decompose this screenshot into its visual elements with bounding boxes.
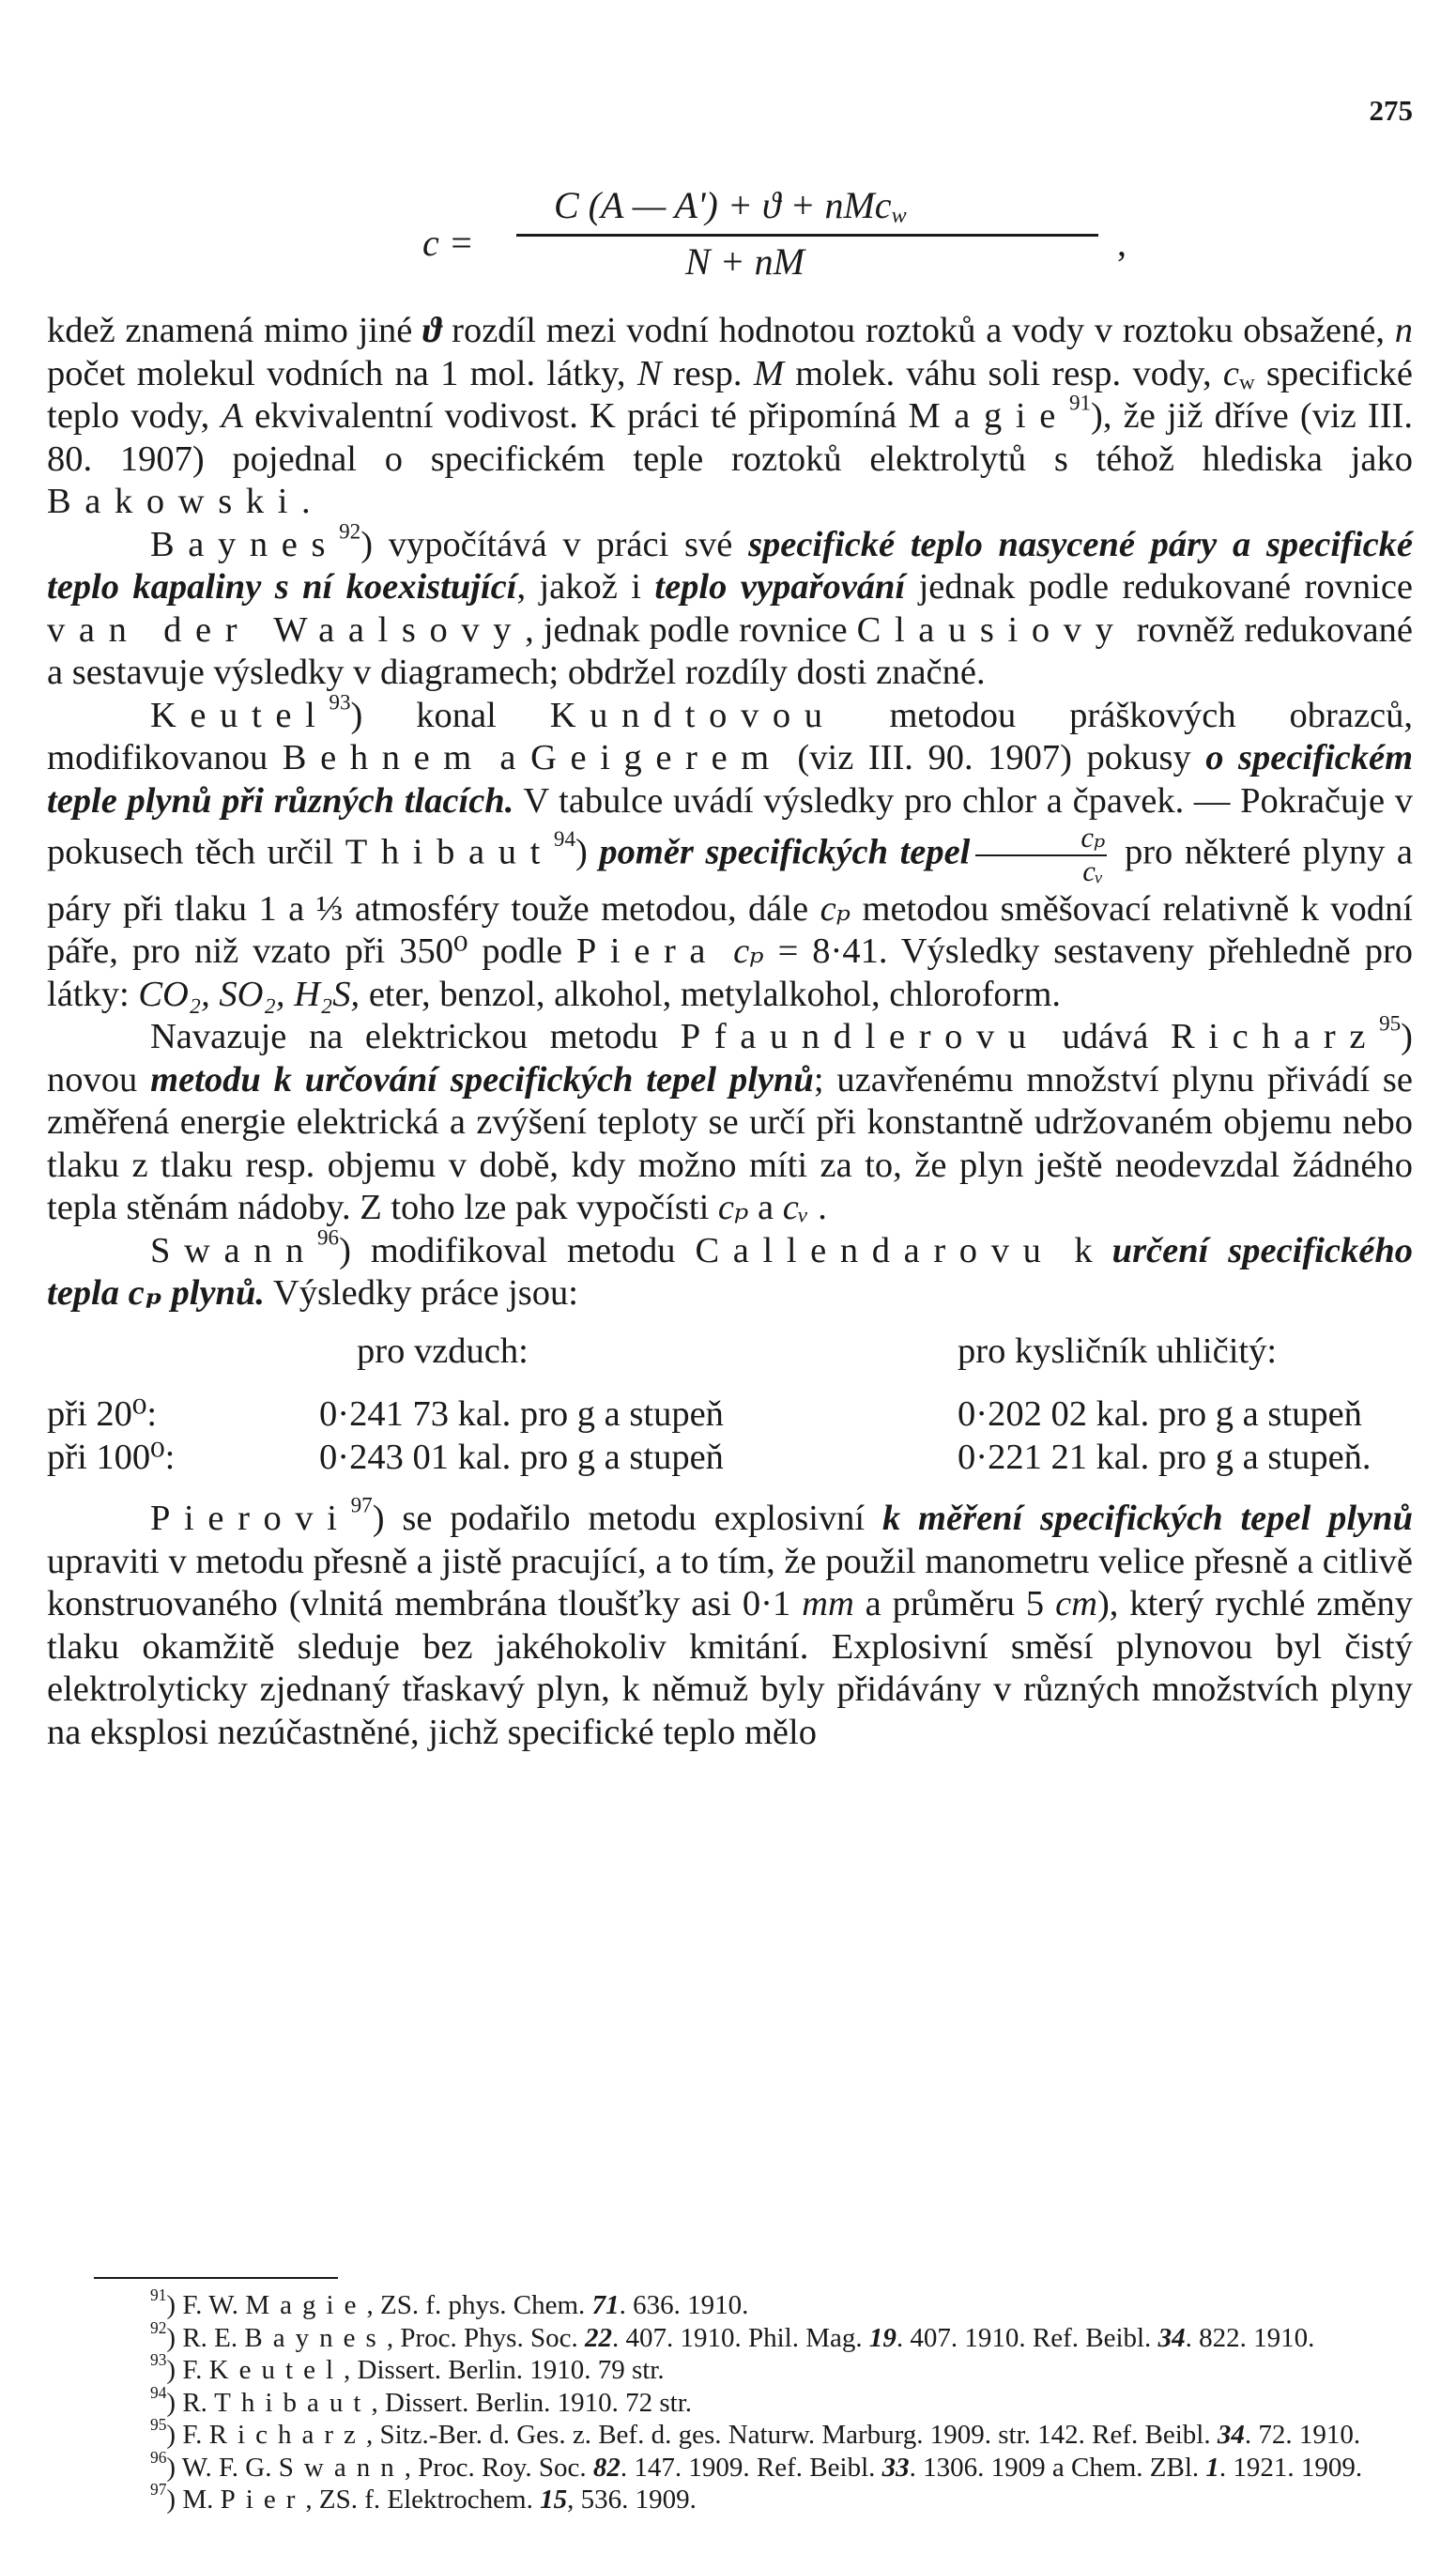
footnote-97: $^{97}$) M. Pier, ZS. f. Elektrochem. 15, 536. 1909.	[150, 2480, 697, 2515]
author-swann: Swann	[150, 1230, 317, 1270]
formula-denominator: N + nM	[685, 240, 805, 283]
table-row: při 100⁰: 0·243 01 kal. pro g a stupeň 0·221 21 kal. pro g a stupeň.	[47, 1437, 1372, 1477]
author-thibaut: Thibaut	[345, 832, 554, 872]
page-number: 275	[1369, 94, 1413, 127]
table-row: při 20⁰: 0·241 73 kal. pro g a stupeň 0·202 02 kal. pro g a stupeň	[47, 1394, 1362, 1435]
fraction-bar	[516, 234, 1098, 237]
footnote-ref-91: 91	[1068, 390, 1092, 415]
footnote-ref-97: 97	[350, 1492, 373, 1517]
paragraph-magie: kdež znamená mimo jiné ϑ rozdíl mezi vodní hodnotou roztoků a vody v roztoku obsažené, n počet molekul vodních na 1 mol. látky, N resp. M molek. váhu soli resp. vody, $c_w$ specifické teplo vody, A ekvivalentní vodivost. K práci té připomíná Magie$^{91}$), že již dříve (viz III. 80. 1907) pojednal o specifickém teple roztoků elektrolytů s téhož hlediska jako Bakowski.	[47, 311, 1414, 521]
body-text	[47, 310, 1413, 1754]
paragraph-richarz: Navazuje na elektrickou metodu Pfaundlerovu udává Richarz$^{95}$) novou metodu k určování specifických tepel plynů; uzavřenému množství plynu přivádí se změřená energie elektrická a zvýšení teploty se určí při konstantně udržovaném objemu nebo tlaku z tlaku resp. objemu v době, kdy možno míti za to, že plyn ještě neodevzdal žádného tepla stěnám nádoby. Z toho lze pak vypočísti cₚ a cᵥ .	[47, 1010, 1414, 1228]
footnote-91: $^{91}$) F. W. Magie, ZS. f. phys. Chem. 71. 636. 1910.	[150, 2285, 749, 2320]
footnote-92: $^{92}$) R. E. Baynes, Proc. Phys. Soc. 22. 407. 1910. Phil. Mag. 19. 407. 1910. Ref. Beibl. 34. 822. 1910.	[150, 2317, 1315, 2353]
footnote-94: $^{94}$) R. Thibaut, Dissert. Berlin. 1910. 72 str.	[150, 2382, 693, 2418]
formula-comma: ,	[1117, 222, 1126, 264]
footnote-ref-93: 93	[329, 689, 351, 715]
footnote-divider	[94, 2277, 338, 2279]
author-keutel: Keutel	[150, 695, 330, 735]
footnote-ref-95: 95	[1379, 1010, 1402, 1036]
footnote-ref-96: 96	[316, 1224, 340, 1250]
header-air: pro vzduch:	[357, 1331, 529, 1371]
formula-numerator: C (A — A') + ϑ + nMc$_w$	[554, 184, 907, 228]
cp-cv-fraction: $\frac{\text{cₚ}}{\text{cᵥ}}$	[975, 823, 1107, 888]
author-bakowski: Bakowski	[47, 482, 302, 521]
author-pier: Pierovi	[150, 1499, 351, 1539]
footnotes	[47, 2285, 1413, 2516]
paragraph-keutel: Keutel$^{93}$) konal Kundtovou metodou práškových obrazců, modifikovanou Behnem a Geigerem (viz III. 90. 1907) pokusy o specifickém teple plynů při různých tlacích. V tabulce uvádí výsledky pro chlor a čpavek. — Pokračuje v pokusech těch určil Thibaut$^{94}$) poměr specifických tepel $\frac{\text{cₚ}}{\text{cᵥ}}$ pro některé plyny a páry při tlaku 1 a ⅓ atmosféry touže metodou, dále cₚ metodou směšovací relativně k vodní páře, pro niž vzato při 350⁰ podle Piera cₚ = 8·41. Výsledky sestaveny přehledně pro látky: CO₂, SO₂, H₂S, eter, benzol, alkohol, metylalkohol, chloroform.	[47, 689, 1414, 1014]
footnote-93: $^{93}$) F. Keutel, Dissert. Berlin. 1910. 79 str.	[150, 2350, 665, 2385]
footnote-ref-94: 94	[553, 826, 576, 852]
heat-capacity-formula	[422, 183, 1230, 296]
formula-lhs: c =	[422, 222, 474, 264]
header-co2: pro kysličník uhličitý:	[958, 1331, 1278, 1371]
paragraph-baynes: Baynes$^{92}$) vypočítává v práci své specifické teplo nasycené páry a specifické teplo kapaliny s ní koexistující, jakož i teplo vypařování jednak podle redukované rovnice van der Waalsovy, jednak podle rovnice Clausiovy rovněž redukované a sestavuje výsledky v diagramech; obdržel rozdíly dosti značné.	[47, 518, 1414, 692]
author-baynes: Baynes	[150, 524, 340, 564]
paragraph-swann: Swann$^{96}$) modifikoval metodu Callendarovu k určení specifického tepla cₚ plynů. Výsledky práce jsou:	[47, 1224, 1414, 1314]
paragraph-pier: Pierovi$^{97}$) se podařilo metodu explosivní k měření specifických tepel plynů upraviti v metodu přesně a jistě pracující, a to tím, že použil manometru velice přesně a citlivě konstruovaného (vlnitá membrána tloušťky asi 0·1 mm a průměru 5 cm), který rychlé změny tlaku okamžitě sleduje bez jakéhokoliv kmitání. Explosivní směsí plynovou byl čistý elektrolyticky zjednaný třaskavý plyn, k němuž byly přidávány v různých množstvích plyny na eksplosi nezúčastněné, jichž specifické teplo mělo	[47, 1492, 1413, 1752]
footnote-96: $^{96}$) W. F. G. Swann, Proc. Roy. Soc. 82. 147. 1909. Ref. Beibl. 33. 1306. 1909 a Chem. ZBl. 1. 1921. 1909.	[150, 2447, 1363, 2483]
swann-results-table	[47, 1331, 1372, 1480]
footnote-ref-92: 92	[339, 518, 361, 544]
author-richarz: Richarz	[1170, 1017, 1380, 1057]
footnote-95: $^{95}$) F. Richarz, Sitz.-Ber. d. Ges. z. Bef. d. ges. Naturw. Marburg. 1909. str. 142. Ref. Beibl. 34. 72. 1910.	[150, 2415, 1361, 2450]
author-magie: Magie	[908, 396, 1069, 436]
